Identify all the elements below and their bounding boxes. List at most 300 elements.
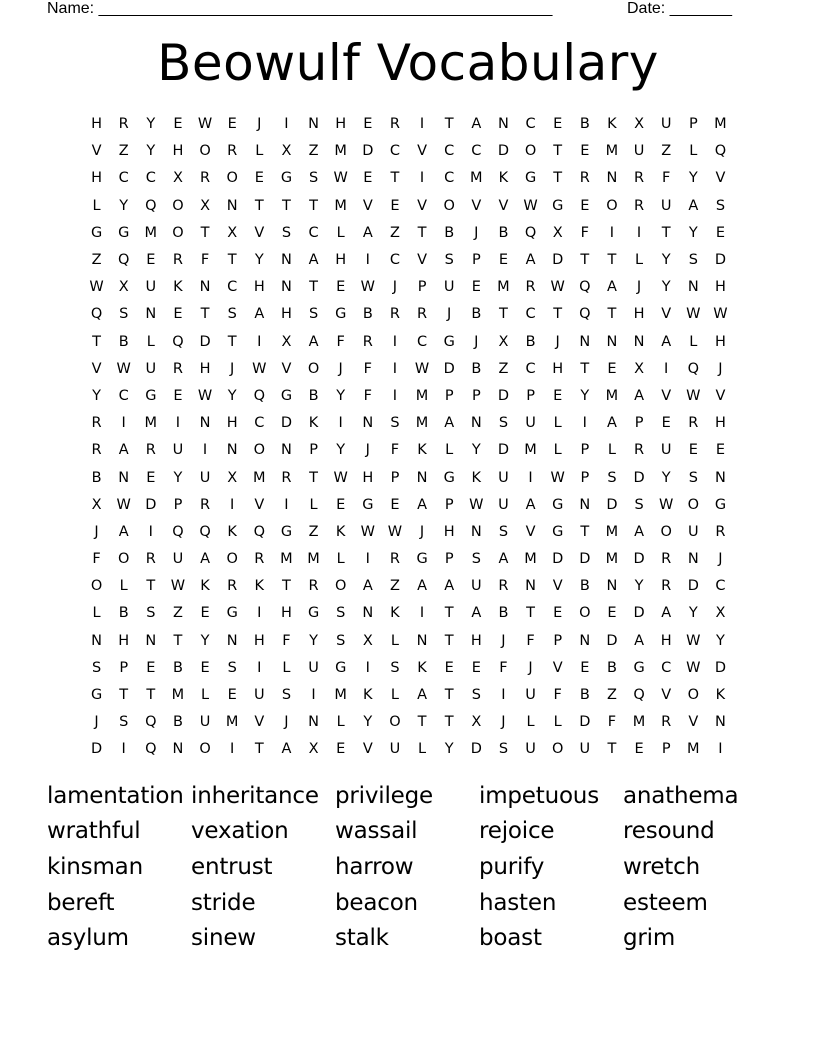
grid-letter: T (526, 605, 535, 622)
grid-letter: E (336, 741, 346, 758)
grid-letter: F (336, 333, 345, 350)
grid-letter: T (580, 360, 590, 377)
grid-letter: I (230, 741, 235, 758)
grid-letter: Q (687, 360, 700, 377)
grid-letter: O (253, 442, 266, 459)
grid-letter: N (715, 714, 726, 731)
grid-letter: W (333, 469, 348, 486)
grid-letter: G (552, 496, 564, 513)
word-list-item: vexation (191, 818, 289, 845)
grid-letter: M (497, 279, 510, 296)
grid-letter: G (335, 306, 347, 323)
grid-letter: G (443, 333, 455, 350)
grid-letter: E (146, 252, 156, 269)
grid-letter: P (526, 387, 535, 404)
word-list-item: asylum (47, 925, 129, 952)
grid-letter: S (498, 415, 509, 432)
grid-letter: L (418, 741, 427, 758)
grid-letter: S (390, 659, 400, 676)
grid-letter: A (362, 578, 373, 595)
grid-letter: C (661, 659, 672, 676)
grid-letter: E (200, 659, 210, 676)
grid-letter: I (636, 224, 642, 241)
grid-letter: A (362, 224, 373, 241)
grid-letter: X (471, 714, 482, 731)
grid-letter: R (145, 442, 156, 459)
grid-letter: T (580, 252, 590, 269)
grid-letter: Q (579, 279, 591, 296)
grid-letter: G (552, 197, 564, 214)
grid-letter: E (200, 605, 210, 622)
word-list (47, 778, 767, 956)
grid-letter: T (607, 306, 617, 323)
grid-letter: X (200, 197, 211, 214)
grid-letter: H (91, 170, 103, 187)
grid-letter: Y (336, 442, 346, 459)
grid-letter: N (715, 469, 726, 486)
grid-letter: I (392, 387, 398, 404)
grid-letter: T (444, 116, 454, 133)
grid-letter: P (444, 387, 454, 404)
grid-letter: D (145, 496, 157, 513)
grid-letter: V (281, 360, 292, 377)
grid-letter: W (333, 170, 348, 187)
grid-letter: P (444, 496, 454, 513)
grid-row (83, 573, 734, 600)
grid-letter: U (145, 360, 157, 377)
grid-letter: E (227, 116, 237, 133)
grid-letter: U (254, 687, 265, 704)
grid-letter: E (580, 143, 590, 160)
grid-letter: Y (444, 741, 454, 758)
grid-letter: I (365, 659, 370, 676)
grid-letter: T (390, 170, 400, 187)
grid-letter: M (253, 469, 266, 486)
grid-letter: K (607, 116, 617, 133)
grid-letter: T (444, 714, 454, 731)
grid-letter: O (226, 170, 238, 187)
grid-letter: J (94, 714, 99, 731)
grid-letter: N (199, 279, 211, 296)
grid-letter: A (417, 687, 428, 704)
grid-letter: E (390, 496, 400, 513)
grid-row (83, 383, 734, 410)
grid-row (83, 247, 734, 274)
word-list-item: privilege (335, 782, 433, 809)
grid-letter: A (525, 496, 536, 513)
grid-letter: B (118, 333, 129, 350)
grid-letter: U (525, 415, 536, 432)
grid-letter: D (497, 143, 510, 160)
grid-letter: M (524, 551, 537, 568)
grid-letter: V (417, 197, 428, 214)
grid-letter: S (336, 605, 346, 622)
grid-letter: M (334, 143, 347, 160)
grid-letter: X (498, 333, 509, 350)
word-list-item: wrathful (47, 818, 141, 845)
grid-letter: Q (117, 252, 130, 269)
grid-letter: X (634, 116, 645, 133)
grid-letter: L (92, 605, 101, 622)
grid-letter: X (281, 143, 292, 160)
grid-letter: Q (172, 333, 184, 350)
grid-letter: Y (363, 714, 373, 731)
grid-letter: H (714, 279, 726, 296)
grid-letter: R (688, 415, 699, 432)
grid-letter: M (605, 551, 619, 568)
grid-letter: W (686, 387, 701, 404)
grid-row (83, 600, 734, 627)
word-list-item: entrust (191, 853, 273, 880)
grid-letter: N (470, 523, 482, 540)
grid-letter: A (417, 496, 428, 513)
grid-letter: H (253, 279, 265, 296)
grid-letter: Q (90, 306, 103, 323)
grid-letter: I (284, 116, 289, 133)
grid-letter: F (553, 687, 562, 704)
grid-letter: A (254, 306, 265, 323)
grid-letter: L (119, 578, 128, 595)
grid-letter: K (200, 578, 210, 595)
grid-letter: G (280, 387, 293, 404)
grid-letter: A (634, 387, 645, 404)
grid-row (83, 301, 734, 328)
grid-letter: W (523, 197, 538, 214)
word-list-item: bereft (47, 889, 115, 916)
grid-letter: B (579, 578, 590, 595)
grid-letter: B (362, 306, 373, 323)
grid-letter: K (417, 659, 427, 676)
grid-letter: Y (119, 197, 129, 214)
grid-letter: H (443, 523, 455, 540)
grid-letter: L (255, 143, 264, 160)
grid-letter: P (661, 741, 671, 758)
grid-letter: M (714, 116, 727, 133)
grid-letter: T (553, 143, 563, 160)
grid-letter: I (392, 360, 398, 377)
grid-letter: A (661, 605, 672, 622)
grid-letter: X (634, 360, 645, 377)
grid-letter: Y (309, 632, 318, 649)
grid-letter: N (525, 578, 536, 595)
grid-letter: W (686, 632, 701, 649)
grid-letter: M (334, 197, 347, 214)
grid-letter: G (552, 523, 564, 540)
grid-letter: K (390, 605, 400, 622)
grid-letter: B (498, 224, 509, 241)
grid-letter: X (91, 496, 102, 513)
grid-letter: T (254, 197, 264, 214)
grid-row (83, 519, 734, 546)
grid-letter: Q (633, 687, 645, 704)
grid-letter: B (172, 714, 183, 731)
grid-letter: T (173, 632, 183, 649)
grid-letter: P (471, 252, 481, 269)
grid-letter: K (227, 523, 237, 540)
grid-letter: U (471, 578, 482, 595)
grid-letter: O (389, 714, 401, 731)
grid-letter: J (447, 306, 452, 323)
grid-letter: V (417, 143, 428, 160)
grid-letter: A (308, 252, 319, 269)
grid-letter: Z (172, 605, 183, 622)
grid-letter: D (443, 360, 455, 377)
grid-letter: W (387, 523, 403, 540)
grid-letter: Z (308, 523, 319, 540)
grid-letter: A (444, 578, 455, 595)
grid-letter: L (92, 197, 101, 214)
grid-letter: F (92, 551, 101, 568)
grid-letter: Q (145, 197, 157, 214)
grid-letter: N (118, 469, 130, 486)
grid-letter: C (525, 360, 536, 377)
grid-letter: T (282, 197, 291, 214)
grid-letter: C (118, 170, 129, 187)
grid-letter: C (254, 415, 265, 432)
grid-letter: S (688, 469, 698, 486)
grid-letter: N (579, 333, 591, 350)
grid-letter: P (553, 632, 563, 649)
grid-letter: W (197, 116, 213, 133)
grid-letter: S (227, 659, 237, 676)
grid-letter: J (284, 714, 289, 731)
grid-letter: A (200, 551, 211, 568)
grid-letter: R (200, 170, 211, 187)
grid-letter: A (118, 442, 129, 459)
grid-letter: R (227, 143, 238, 160)
grid-letter: O (226, 551, 238, 568)
grid-letter: K (308, 415, 319, 432)
grid-letter: A (606, 415, 617, 432)
grid-letter: E (444, 659, 454, 676)
grid-letter: N (145, 632, 157, 649)
grid-letter: R (417, 306, 428, 323)
grid-letter: V (552, 659, 563, 676)
grid-letter: O (443, 197, 455, 214)
grid-letter: E (363, 116, 373, 133)
grid-letter: R (200, 496, 211, 513)
grid-letter: N (91, 632, 102, 649)
grid-letter: S (444, 252, 454, 269)
grid-letter: E (336, 279, 346, 296)
grid-letter: M (307, 551, 320, 568)
grid-letter: P (580, 469, 590, 486)
grid-letter: Y (661, 252, 671, 269)
grid-letter: N (281, 279, 292, 296)
grid-letter: E (553, 387, 563, 404)
grid-letter: S (281, 224, 292, 241)
grid-row (83, 682, 734, 709)
grid-letter: Y (580, 387, 590, 404)
grid-letter: L (336, 224, 345, 241)
grid-letter: R (661, 551, 672, 568)
grid-letter: S (308, 170, 319, 187)
grid-letter: T (254, 741, 264, 758)
grid-letter: G (226, 605, 238, 622)
grid-letter: N (199, 415, 211, 432)
grid-letter: U (389, 741, 401, 758)
grid-letter: L (607, 442, 616, 459)
grid-letter: I (365, 551, 370, 568)
word-list-item: harrow (335, 853, 414, 880)
grid-letter: T (661, 224, 671, 241)
grid-letter: D (687, 578, 699, 595)
grid-letter: E (715, 442, 726, 459)
grid-letter: G (307, 605, 320, 622)
word-list-item: impetuous (479, 782, 599, 809)
grid-letter: W (713, 306, 728, 323)
grid-letter: M (415, 387, 429, 404)
grid-letter: A (417, 578, 428, 595)
grid-letter: A (606, 279, 617, 296)
grid-letter: C (389, 252, 400, 269)
grid-letter: W (197, 387, 213, 404)
grid-letter: F (200, 252, 210, 269)
grid-letter: J (230, 360, 235, 377)
grid-letter: W (360, 523, 375, 540)
grid-letter: D (714, 659, 727, 676)
grid-letter: B (606, 659, 617, 676)
grid-letter: I (365, 252, 370, 269)
grid-letter: B (91, 469, 102, 486)
grid-letter: D (579, 551, 591, 568)
grid-letter: E (227, 687, 237, 704)
grid-letter: I (257, 659, 262, 676)
grid-letter: Y (146, 143, 156, 160)
grid-letter: T (499, 306, 508, 323)
grid-letter: E (146, 659, 156, 676)
grid-letter: A (634, 632, 645, 649)
grid-letter: D (470, 741, 482, 758)
grid-row (83, 410, 734, 437)
grid-row (83, 464, 734, 491)
grid-letter: L (445, 442, 454, 459)
grid-letter: S (471, 551, 481, 568)
grid-letter: R (145, 551, 156, 568)
grid-letter: L (201, 687, 210, 704)
grid-letter: U (498, 469, 509, 486)
grid-letter: E (498, 252, 509, 269)
grid-letter: H (91, 116, 103, 133)
word-list-item: rejoice (479, 818, 555, 845)
date-field-label: Date: _______ (627, 0, 732, 17)
grid-letter: W (659, 496, 674, 513)
grid-letter: E (390, 197, 400, 214)
grid-letter: M (171, 687, 185, 704)
grid-letter: Y (688, 605, 698, 622)
grid-letter: E (688, 442, 698, 459)
grid-row (83, 329, 734, 356)
grid-row (83, 546, 734, 573)
grid-letter: R (389, 551, 400, 568)
grid-letter: J (474, 333, 479, 350)
grid-letter: I (419, 170, 425, 187)
grid-letter: X (362, 632, 373, 649)
grid-letter: R (634, 197, 645, 214)
grid-letter: N (498, 116, 509, 133)
grid-letter: A (661, 333, 672, 350)
grid-letter: Y (716, 632, 725, 649)
grid-letter: G (524, 170, 537, 187)
grid-letter: P (688, 116, 698, 133)
grid-letter: H (253, 632, 265, 649)
grid-letter: R (634, 170, 645, 187)
grid-letter: L (309, 496, 318, 513)
grid-letter: B (172, 659, 183, 676)
grid-letter: D (579, 714, 591, 731)
grid-letter: H (362, 469, 374, 486)
grid-row (83, 111, 734, 138)
grid-letter: D (633, 551, 645, 568)
grid-letter: K (363, 687, 373, 704)
grid-letter: N (606, 333, 618, 350)
grid-letter: M (605, 387, 619, 404)
grid-letter: I (501, 687, 506, 704)
grid-letter: D (633, 469, 645, 486)
grid-letter: R (362, 333, 373, 350)
grid-letter: V (715, 387, 726, 404)
grid-letter: P (471, 387, 481, 404)
grid-letter: I (419, 116, 425, 133)
grid-letter: T (200, 306, 210, 323)
grid-letter: O (172, 197, 184, 214)
grid-letter: G (335, 659, 347, 676)
grid-letter: S (119, 714, 129, 731)
grid-letter: U (145, 279, 157, 296)
grid-letter: D (280, 415, 293, 432)
grid-letter: X (281, 333, 292, 350)
grid-letter: X (308, 741, 319, 758)
grid-letter: U (525, 687, 536, 704)
grid-letter: O (524, 143, 537, 160)
grid-letter: V (417, 252, 428, 269)
grid-letter: G (714, 496, 727, 513)
word-list-item: hasten (479, 889, 557, 916)
grid-letter: M (144, 224, 158, 241)
grid-letter: R (389, 306, 400, 323)
grid-letter: O (199, 741, 211, 758)
grid-letter: R (172, 360, 183, 377)
grid-letter: R (498, 578, 509, 595)
grid-letter: G (443, 469, 455, 486)
grid-letter: P (309, 442, 318, 459)
grid-letter: X (227, 224, 238, 241)
word-list-item: wretch (623, 853, 700, 880)
grid-letter: O (579, 605, 591, 622)
grid-letter: B (118, 605, 129, 622)
grid-letter: U (688, 523, 699, 540)
grid-letter: I (419, 605, 425, 622)
grid-letter: Y (92, 387, 101, 404)
grid-letter: D (90, 741, 103, 758)
grid-letter: N (281, 252, 292, 269)
grid-letter: O (172, 224, 184, 241)
grid-letter: A (634, 523, 645, 540)
grid-letter: J (392, 279, 398, 296)
word-list-item: boast (479, 925, 542, 952)
grid-letter: R (525, 279, 536, 296)
grid-letter: I (121, 741, 126, 758)
grid-letter: B (525, 333, 536, 350)
grid-letter: Q (253, 387, 266, 404)
grid-letter: S (91, 659, 102, 676)
grid-letter: D (199, 333, 211, 350)
grid-letter: W (360, 279, 375, 296)
grid-letter: D (606, 496, 618, 513)
grid-letter: L (689, 333, 698, 350)
grid-letter: U (199, 714, 211, 731)
grid-letter: B (579, 687, 590, 704)
